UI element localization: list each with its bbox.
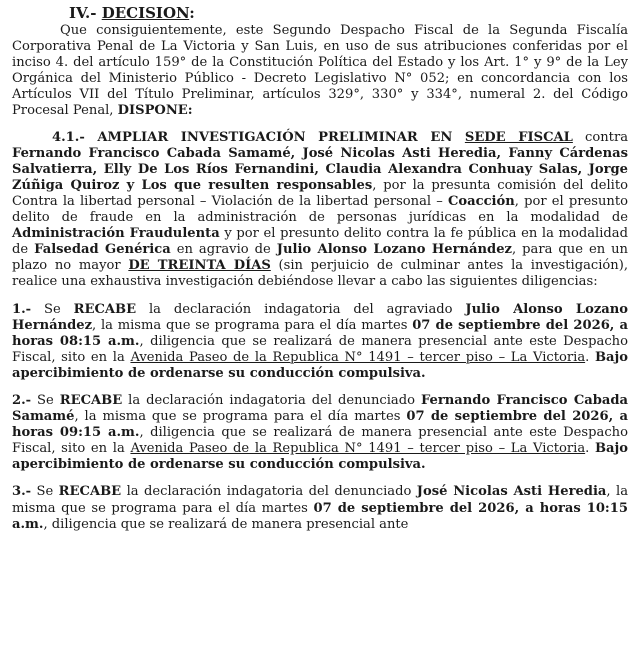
item-text: la declaración indagatoria del denunciado (122, 392, 421, 408)
closing-text: (sin perjuicio de culminar antes la investigación), realice una exhaustiva investigación debiéndose llevar a cabo las siguientes diligencias: (12, 258, 628, 290)
item-text: , diligencia que se realizará de manera presencial ante este Despacho Fiscal, sito en la (12, 333, 628, 365)
sede-fiscal: SEDE FISCAL (464, 129, 573, 145)
section-4-1-label: 4.1.- AMPLIAR INVESTIGACIÓN PRELIMINAR EN (52, 129, 465, 145)
item-se: Se (31, 484, 59, 500)
item-se: Se (31, 392, 60, 408)
crime-text-2: , por el presunto delito de fraude en la administración de personas jurídicas en la modalidad de (12, 193, 628, 226)
section-number: IV.- (69, 4, 102, 22)
person-name: Fernando Francisco Cabada Samamé (12, 392, 629, 425)
item-text: , la misma que se programa para el día martes (74, 409, 407, 425)
item-text: , diligencia que se realizará de manera presencial ante este Despacho Fiscal, sito en la (12, 425, 628, 457)
appointment-date: 07 de septiembre del 2026, a horas 10:15 a.m. (12, 500, 628, 532)
section-colon: : (189, 4, 195, 22)
item-text: , diligencia que se realizará de manera presencial ante (43, 516, 409, 532)
section-heading (69, 4, 628, 23)
address: Avenida Paseo de la Republica N° 1491 – tercer piso – La Victoria (130, 349, 586, 365)
crime-text-3: y por el presunto delito contra la fe pública en la modalidad de (12, 226, 628, 258)
apercibimiento-warning: Bajo apercibimiento de ordenarse su conducción compulsiva. (12, 441, 629, 473)
dispone-colon: : (187, 103, 193, 119)
contra-text: contra (572, 129, 629, 145)
item-number: 2.- (12, 392, 32, 408)
recabe-keyword: RECABE (58, 484, 122, 500)
dispone-keyword: DISPONE (117, 103, 188, 119)
administracion-term: Administración Fraudulenta (12, 226, 220, 242)
item-text: . (585, 441, 595, 457)
plazo-text: , para que en un plazo no mayor (12, 242, 628, 274)
appointment-date: 07 de septiembre del 2026, a horas 08:15 a.m. (12, 317, 628, 349)
coaccion-term: Coacción (447, 193, 515, 209)
diligencia-item-3 (12, 484, 628, 532)
item-text: , la misma que se programa para el día martes (12, 484, 628, 516)
address: Avenida Paseo de la Republica N° 1491 – tercer piso – La Victoria (130, 441, 586, 457)
investigated-persons: Fernando Francisco Cabada Samamé, José Nicolas Asti Heredia, Fanny Cárdenas Salvatierra, Elly De Los Ríos Fernandini, Claudia Alexandra Conhuay Salas, Jorge Zúñiga Quiroz y Los que resulten responsables (12, 145, 628, 193)
person-name: Julio Alonso Lozano Hernández (12, 301, 628, 333)
item-number: 3.- (12, 484, 32, 500)
diligencia-item-1 (12, 302, 628, 382)
section-title: DECISION (101, 4, 190, 22)
item-text: la declaración indagatoria del agraviado (136, 301, 466, 317)
agravio-text: en agravio de (170, 242, 277, 258)
item-number: 1.- (12, 301, 32, 317)
person-name: José Nicolas Asti Heredia (416, 484, 607, 500)
crime-text-1: , por la presunta comisión del delito Contra la libertad personal – Violación de la libertad personal – (12, 177, 628, 209)
apercibimiento-warning: Bajo apercibimiento de ordenarse su conducción compulsiva. (12, 349, 629, 381)
intro-text: Que consiguientemente, este Segundo Despacho Fiscal de la Segunda Fiscalía Corporativa Penal de La Victoria y San Luis, en uso de sus atribuciones conferidas por el inciso 4. del artículo 159° de la Constitución Política del Estado y los Art. 1° y 9° de la Ley Orgánica del Ministerio Público - Decreto Legislativo N° 052; en concordancia con los Artículos VII del Título Preliminar, artículos 329°, 330° y 334°, numeral 2. del Código Procesal Penal, (12, 23, 628, 119)
appointment-date: 07 de septiembre del 2026, a horas 09:15 a.m. (12, 409, 628, 441)
falsedad-term: Falsedad Genérica (34, 242, 171, 258)
intro-paragraph (12, 23, 628, 120)
item-text: la declaración indagatoria del denunciado (121, 484, 417, 500)
diligencia-item-2 (12, 393, 628, 473)
plazo-term: DE TREINTA DÍAS (128, 258, 271, 274)
recabe-keyword: RECABE (59, 392, 123, 408)
item-se: Se (31, 301, 74, 317)
recabe-keyword: RECABE (73, 301, 137, 317)
item-text: , la misma que se programa para el día martes (92, 317, 413, 333)
item-text: . (585, 349, 595, 365)
section-4-1-paragraph (12, 130, 628, 291)
agraviado-name: Julio Alonso Lozano Hernández (276, 242, 512, 258)
